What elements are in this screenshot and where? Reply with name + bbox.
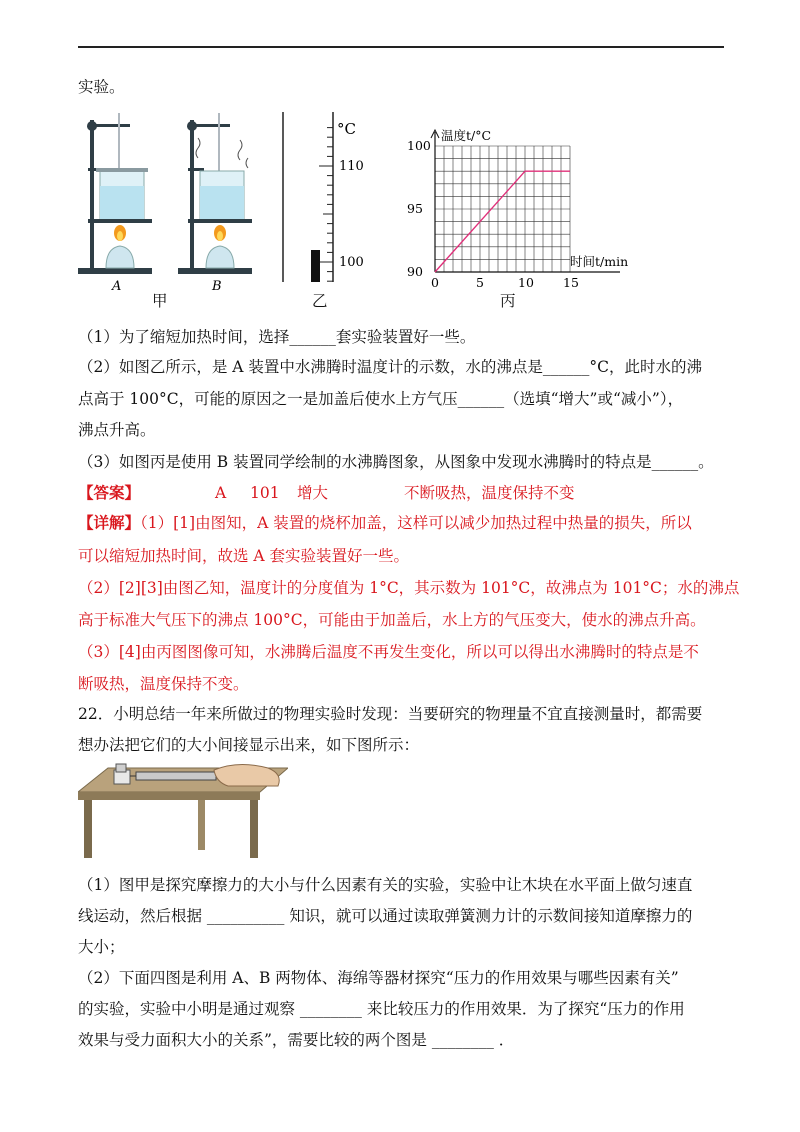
label-a: A <box>112 279 122 294</box>
thermo-unit: °C <box>337 120 356 138</box>
detail-3a: （3）[4]由丙图图像可知，水沸腾后温度不再发生变化，所以可以得出水沸腾时的特点是不 <box>78 643 699 661</box>
question-22-1-line-3: 大小； <box>78 938 125 956</box>
caption-jia: 甲 <box>152 292 168 310</box>
answer-3: 增大 <box>297 484 329 502</box>
apparatus-b <box>178 113 252 274</box>
question-2-line-3: 沸点升高。 <box>78 421 156 439</box>
answer-tag: 【答案】 <box>78 483 141 502</box>
y-tick-label: 95 <box>407 201 423 216</box>
detail-2b: 高于标准大气压下的沸点 100°C，可能由于加盖后，水上方的气压变大，使水的沸点升高。 <box>78 611 706 629</box>
detail-tag: 【详解】 <box>78 513 141 532</box>
thermo-label-100: 100 <box>339 255 364 270</box>
question-1: （1）为了缩短加热时间，选择______套实验装置好一些。 <box>78 328 476 346</box>
y-axis-label: 温度t/°C <box>441 128 492 143</box>
thermo-label-110: 110 <box>339 159 364 174</box>
question-22-line-2: 想办法把它们的大小间接显示出来，如下图所示： <box>78 736 420 754</box>
detail-1a: （1）[1]由图知，A 装置的烧杯加盖，这样可以减少加热过程中热量的损失，所以 <box>140 514 692 532</box>
answer-1: A <box>215 484 227 502</box>
x-tick-label: 10 <box>518 275 534 290</box>
question-22-2-line-2: 的实验，实验中小明是通过观察 ________ 来比较压力的作用效果．为了探究“压力的作用 <box>78 1000 685 1018</box>
detail-line-1 <box>78 512 692 534</box>
question-22-2-line-3: 效果与受力面积大小的关系”，需要比较的两个图是 ________ ． <box>78 1031 515 1049</box>
label-b: B <box>212 279 222 294</box>
question-2-line-1: （2）如图乙所示，是 A 装置中水沸腾时温度计的示数，水的沸点是______°C，此时水的沸 <box>78 358 703 376</box>
answer-2: 101 <box>250 484 280 502</box>
header-rule <box>78 46 724 48</box>
boiling-chart <box>405 126 645 291</box>
thermometer-figure <box>275 112 385 292</box>
apparatus-figure <box>70 108 270 303</box>
y-tick-label: 90 <box>407 264 423 279</box>
caption-yi: 乙 <box>312 292 328 310</box>
friction-figure <box>78 760 288 858</box>
caption-bing: 丙 <box>500 292 516 310</box>
x-tick-label: 15 <box>563 275 579 290</box>
y-tick-label: 100 <box>407 138 431 153</box>
question-2-line-2: 点高于 100°C，可能的原因之一是加盖后使水上方气压______（选填“增大”或“减小”）， <box>78 390 684 408</box>
x-axis-label: 时间t/min <box>570 254 629 269</box>
detail-3b: 断吸热，温度保持不变。 <box>78 675 249 693</box>
thermo-liquid <box>311 250 320 282</box>
apparatus-a <box>78 113 152 274</box>
intro-text: 实验。 <box>78 78 125 96</box>
question-22-1-line-1: （1）图甲是探究摩擦力的大小与什么因素有关的实验，实验中让木块在水平面上做匀速直 <box>78 876 693 894</box>
detail-2a: （2）[2][3]由图乙知，温度计的分度值为 1°C，其示数为 101°C，故沸点为 101°C；水的沸点 <box>78 579 740 597</box>
question-3: （3）如图丙是使用 B 装置同学绘制的水沸腾图象，从图象中发现水沸腾时的特点是______。 <box>78 453 714 471</box>
x-tick-label: 5 <box>476 275 484 290</box>
answer-4: 不断吸热，温度保持不变 <box>404 484 575 502</box>
x-tick-label: 0 <box>431 275 439 290</box>
detail-1b: 可以缩短加热时间，故选 A 套实验装置好一些。 <box>78 547 410 565</box>
question-22-1-line-2: 线运动，然后根据 __________ 知识，就可以通过读取弹簧测力计的示数间接知道摩擦力的 <box>78 907 693 925</box>
question-22-line-1: 22．小明总结一年来所做过的物理实验时发现：当要研究的物理量不宜直接测量时，都需要 <box>78 705 703 723</box>
question-22-2-line-1: （2）下面四图是利用 A、B 两物体、海绵等器材探究“压力的作用效果与哪些因素有关” <box>78 969 679 987</box>
